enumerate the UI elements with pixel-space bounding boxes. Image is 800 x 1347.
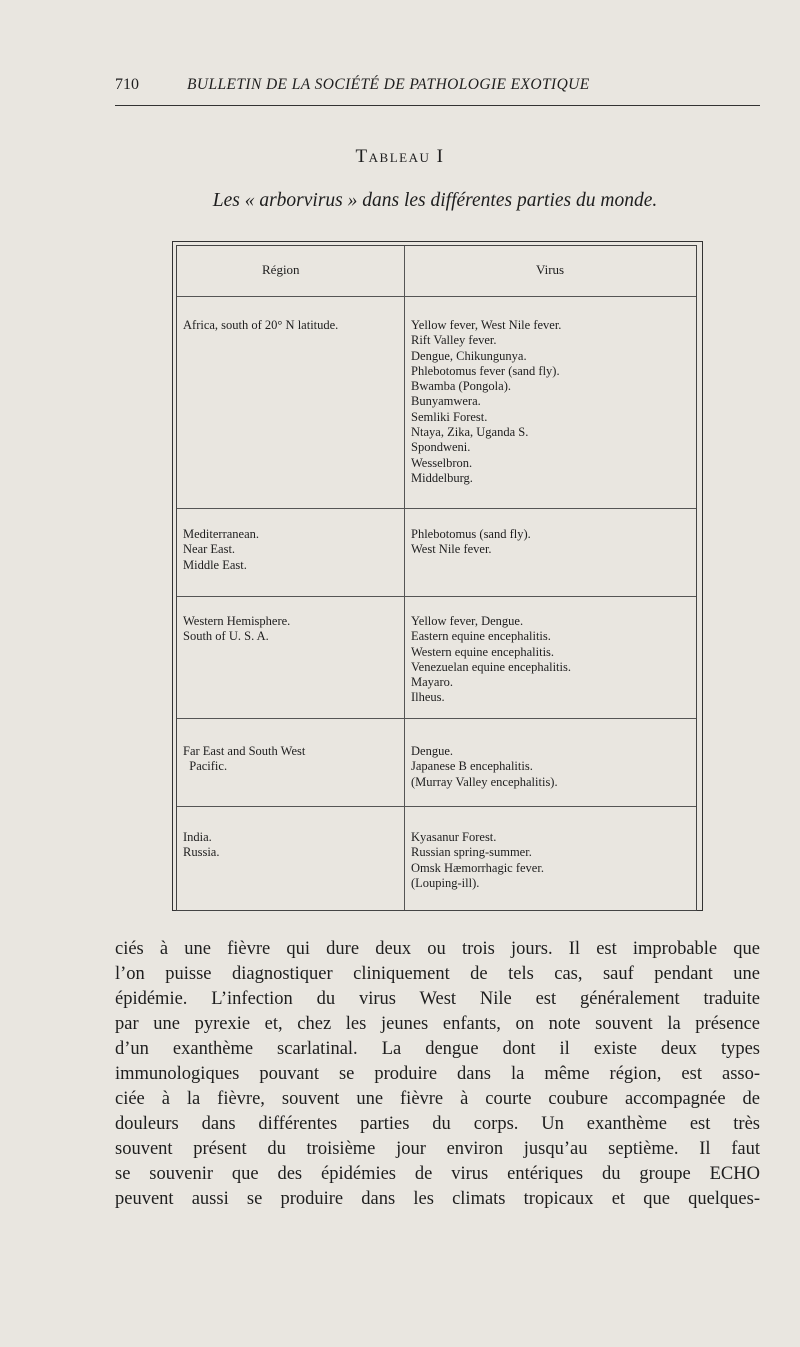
text-line: l’on puisse diagnostiquer cliniquement de tels cas, sauf pendant une: [115, 964, 760, 984]
cell-region: India. Russia.: [183, 830, 220, 860]
page-header: [115, 76, 760, 100]
text-line: souvent présent du troisième jour environ jusqu’au septième. Il faut: [115, 1139, 760, 1159]
column-header-region: Région: [262, 262, 300, 277]
text-line: ciés à une fièvre qui dure deux ou trois jours. Il est improbable que: [115, 939, 760, 959]
cell-virus: Yellow fever, West Nile fever. Rift Valley fever. Dengue, Chikungunya. Phlebotomus fever (sand fly). Bwamba (Pongola). Bunyamwera. Semliki Forest. Ntaya, Zika, Uganda S. Spondweni. Wesselbron. Middelburg.: [411, 318, 562, 485]
page-number: 710: [115, 76, 139, 93]
cell-virus: Kyasanur Forest. Russian spring-summer. Omsk Hæmorrhagic fever. (Louping-ill).: [411, 830, 544, 890]
column-header-virus: Virus: [536, 262, 565, 277]
cell-region: Africa, south of 20° N latitude.: [183, 318, 339, 332]
table-title: Tableau I: [355, 146, 445, 167]
running-title: BULLETIN DE LA SOCIÉTÉ DE PATHOLOGIE EXOTIQUE: [187, 76, 590, 93]
body-paragraph: [115, 937, 760, 1212]
row-divider: [177, 806, 696, 807]
row-divider: [177, 718, 696, 719]
table-caption: Les « arborvirus » dans les différentes parties du monde.: [212, 190, 658, 211]
text-line: se souvenir que des épidémies de virus entériques du groupe ECHO: [115, 1164, 760, 1184]
text-line: douleurs dans différentes parties du corps. Un exanthème est très: [115, 1114, 760, 1134]
text-line: épidémie. L’infection du virus West Nile est généralement traduite: [115, 989, 760, 1009]
text-line: d’un exanthème scarlatinal. La dengue dont il existe deux types: [115, 1039, 760, 1059]
column-divider: [404, 246, 405, 910]
text-line: peuvent aussi se produire dans les climats tropicaux et que quelques-: [115, 1189, 760, 1209]
header-rule: [115, 105, 760, 106]
text-line: ciée à la fièvre, souvent une fièvre à courte coubure accompagnée de: [115, 1089, 760, 1109]
table-header-rule: [177, 296, 696, 297]
cell-region: Far East and South West Pacific.: [183, 744, 306, 774]
cell-virus: Phlebotomus (sand fly). West Nile fever.: [411, 527, 531, 557]
text-line: par une pyrexie et, chez les jeunes enfants, on note souvent la présence: [115, 1014, 760, 1034]
row-divider: [177, 596, 696, 597]
cell-region: Western Hemisphere. South of U. S. A.: [183, 614, 291, 644]
cell-virus: Yellow fever, Dengue. Eastern equine encephalitis. Western equine encephalitis. Venezuelan equine encephalitis. Mayaro. Ilheus.: [411, 614, 571, 705]
text-line: immunologiques pouvant se produire dans la même région, est asso-: [115, 1064, 760, 1084]
cell-virus: Dengue. Japanese B encephalitis. (Murray Valley encephalitis).: [411, 744, 558, 789]
cell-region: Mediterranean. Near East. Middle East.: [183, 527, 260, 572]
row-divider: [177, 508, 696, 509]
